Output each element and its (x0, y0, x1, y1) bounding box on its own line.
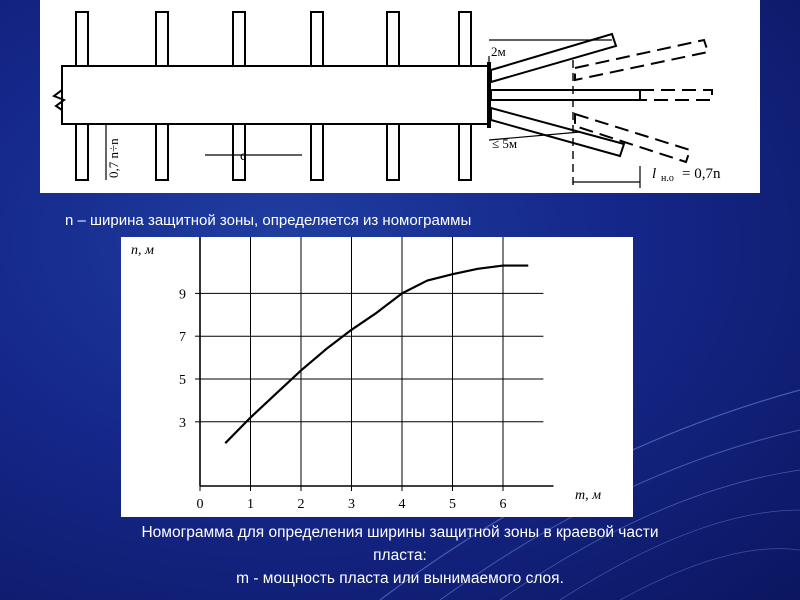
scheme-diagram-panel (40, 0, 760, 193)
label-c: c (240, 149, 247, 164)
y-tick-label-12 (172, 237, 186, 238)
bottom-caption-line-2: пласта: (373, 547, 427, 564)
x-axis-label: m, м (575, 488, 602, 503)
pillar-scheme-diagram (40, 0, 760, 193)
nomogram-chart (121, 237, 633, 517)
chart-axes (195, 237, 554, 491)
y-tick-label-9: 9 (179, 287, 186, 303)
x-tick-label-2: 2 (297, 497, 305, 512)
x-tick-label-1: 1 (247, 497, 254, 512)
chart-grid (200, 237, 543, 486)
bottom-caption-line-3: m - мощность пласта или вынимаемого слоя. (236, 570, 564, 587)
label-l-sub: н.о (661, 173, 674, 184)
main-working (62, 66, 489, 124)
x-tick-label-0: 0 (196, 497, 204, 512)
x-tick-label-4: 4 (398, 497, 406, 512)
x-tick-label-6: 6 (499, 497, 507, 512)
x-tick-label-5: 5 (449, 497, 456, 512)
bottom-caption-line-1: Номограмма для определения ширины защитной зоны в краевой части (141, 524, 659, 541)
x-tick-label-3: 3 (348, 497, 355, 512)
series-line-0 (225, 266, 528, 444)
top-caption: n – ширина защитной зоны, определяется из номограммы (65, 212, 472, 229)
y-tick-label-7: 7 (179, 330, 186, 346)
y-tick-label-5: 5 (179, 373, 186, 388)
bottom-caption (40, 521, 760, 590)
y-axis-label: n, м (131, 243, 154, 258)
label-l-eq: = 0,7n (682, 166, 721, 182)
label-l: l (652, 166, 657, 182)
chart-tick-labels (172, 237, 507, 512)
label-5m: ≤ 5м (492, 136, 518, 151)
label-zone-width: 0,7 n÷n (106, 138, 121, 178)
y-tick-label-3: 3 (179, 415, 186, 431)
label-2m: 2м (491, 44, 506, 59)
chart-series (225, 266, 528, 444)
nomogram-chart-panel (121, 237, 633, 517)
